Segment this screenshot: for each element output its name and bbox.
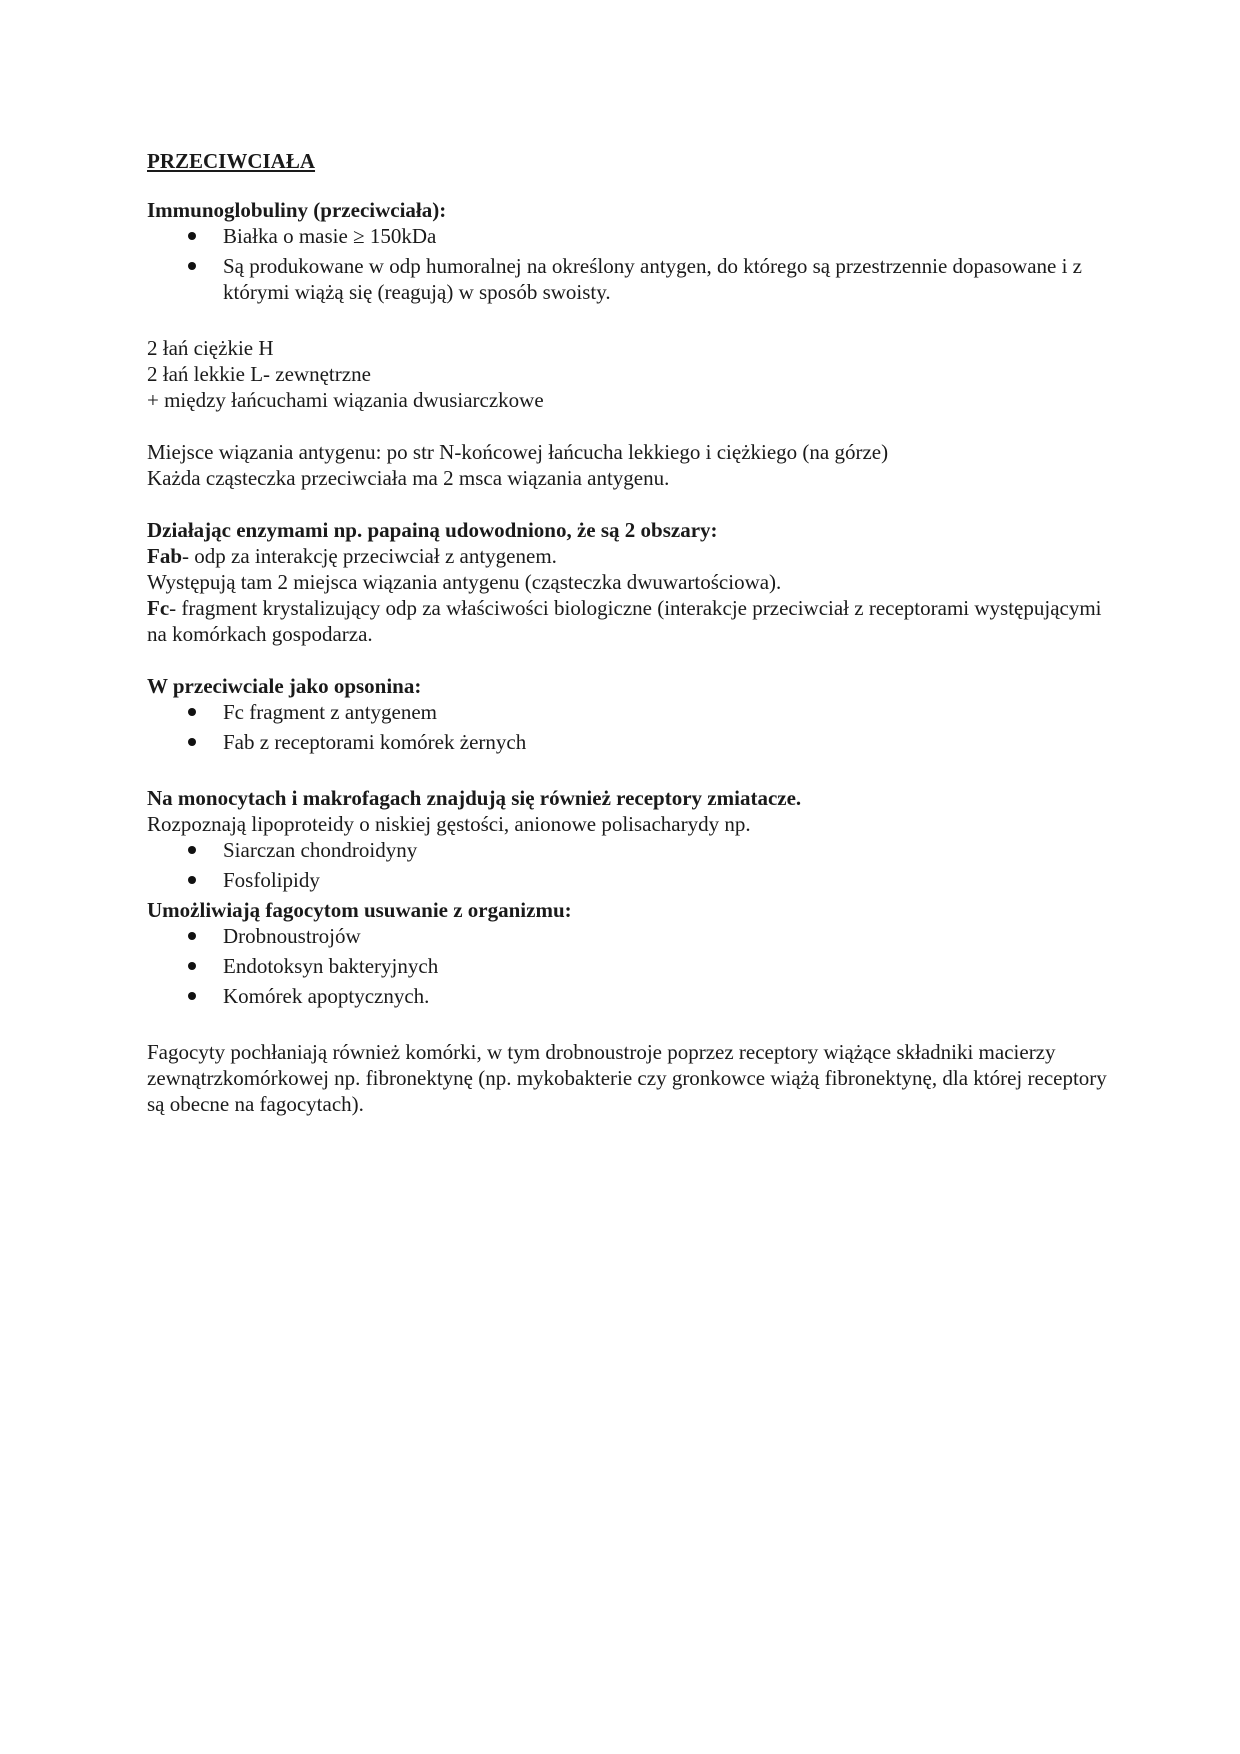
- fc-paragraph: [147, 595, 1107, 647]
- bullet-icon: [188, 232, 196, 240]
- chains-line-2: 2 łań lekkie L- zewnętrzne: [147, 362, 371, 386]
- bullet-list-immunoglobuliny: [147, 223, 1107, 305]
- list-item: Fab z receptorami komórek żernych: [147, 729, 1107, 755]
- fab-text: - odp za interakcję przeciwciał z antygenem.: [182, 544, 557, 568]
- document-title: PRZECIWCIAŁA: [147, 149, 316, 173]
- bullet-icon: [188, 262, 196, 270]
- list-item: Drobnoustrojów: [147, 923, 1107, 949]
- list-item: Są produkowane w odp humoralnej na określony antygen, do którego są przestrzennie dopasowane i z którymi wiążą się (reagują) w sposób swoisty.: [147, 253, 1107, 305]
- spacer: [147, 759, 1107, 785]
- list-item: Białka o masie ≥ 150kDa: [147, 223, 1107, 249]
- section-heading-immunoglobuliny: Immunoglobuliny (przeciwciała):: [147, 198, 447, 222]
- receptory-text: Rozpoznają lipoproteidy o niskiej gęstości, anionowe polisacharydy np.: [147, 812, 751, 836]
- fc-text: - fragment krystalizujący odp za właściwości biologiczne (interakcje przeciwciał z receptorami występującymi na komórkach gospodarza.: [147, 596, 1102, 646]
- spacer: [147, 1013, 1107, 1039]
- spacer: [147, 413, 1107, 439]
- section-heading-opsonina: W przeciwciale jako opsonina:: [147, 674, 422, 698]
- closing-paragraph: Fagocyty pochłaniają również komórki, w tym drobnoustroje poprzez receptory wiążące składniki macierzy zewnątrzkomórkowej np. fibronektynę (np. mykobakterie czy gronkowce wiążą fibronektynę, dla której receptory są obecne na fagocytach).: [147, 1040, 1107, 1116]
- fab-paragraph: [147, 543, 1107, 569]
- bullet-list-fagocyty: [147, 923, 1107, 1009]
- list-item: Fc fragment z antygenem: [147, 699, 1107, 725]
- list-item: Fosfolipidy: [147, 867, 1107, 893]
- bullet-icon: [188, 932, 196, 940]
- bullet-icon: [188, 876, 196, 884]
- bullet-icon: [188, 846, 196, 854]
- document-page: [147, 148, 1107, 1117]
- binding-line-2: Każda cząsteczka przeciwciała ma 2 msca wiązania antygenu.: [147, 466, 670, 490]
- list-item: Endotoksyn bakteryjnych: [147, 953, 1107, 979]
- chains-line-3: + między łańcuchami wiązania dwusiarczkowe: [147, 388, 544, 412]
- spacer: [147, 647, 1107, 673]
- fab-line-2: Występują tam 2 miejsca wiązania antygenu (cząsteczka dwuwartościowa).: [147, 570, 782, 594]
- spacer: [147, 491, 1107, 517]
- bullet-icon: [188, 708, 196, 716]
- spacer: [147, 309, 1107, 335]
- list-item: Siarczan chondroidyny: [147, 837, 1107, 863]
- fc-term: Fc: [147, 596, 170, 620]
- section-heading-papaina: Działając enzymami np. papainą udowodniono, że są 2 obszary:: [147, 518, 718, 542]
- section-heading-receptory: Na monocytach i makrofagach znajdują się również receptory zmiatacze.: [147, 786, 802, 810]
- bullet-icon: [188, 992, 196, 1000]
- binding-line-1: Miejsce wiązania antygenu: po str N-końcowej łańcucha lekkiego i ciężkiego (na górze): [147, 440, 889, 464]
- section-heading-fagocyty: Umożliwiają fagocytom usuwanie z organizmu:: [147, 898, 572, 922]
- bullet-icon: [188, 962, 196, 970]
- chains-line-1: 2 łań ciężkie H: [147, 336, 274, 360]
- bullet-icon: [188, 738, 196, 746]
- bullet-list-receptory: [147, 837, 1107, 893]
- list-item: Komórek apoptycznych.: [147, 983, 1107, 1009]
- bullet-list-opsonina: [147, 699, 1107, 755]
- fab-term: Fab: [147, 544, 183, 568]
